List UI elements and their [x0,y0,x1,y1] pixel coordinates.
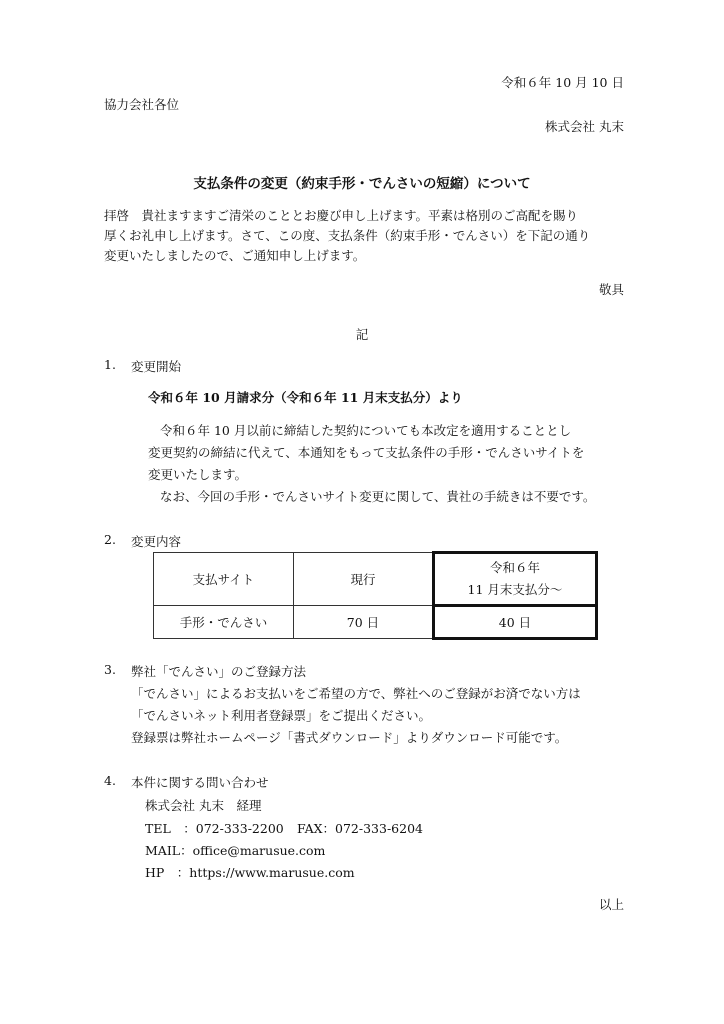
greeting-line-3: 変更いたしましたので、ご通知申し上げます。 [104,248,366,263]
contact-fax: FAX：072-333-6204 [297,821,423,836]
sender: 株式会社 丸末 [545,119,624,134]
section3-number: 3. [104,662,116,677]
section1-body-1: 令和６年 10 月以前に締結した契約についても本改定を適用することとし [160,423,572,438]
table-row-label: 手形・でんさい [154,606,294,639]
table-cell-new: 40 日 [434,606,597,639]
section1-body-3: 変更いたします。 [148,467,248,482]
section3-body-3: 登録票は弊社ホームページ「書式ダウンロード」よりダウンロード可能です。 [131,730,568,745]
section3-body-1: 「でんさい」によるお支払いをご希望の方で、弊社へのご登録がお済でない方は [131,686,581,701]
table-header-new [434,553,597,606]
contact-mail: MAIL：office@marusue.com [145,843,326,858]
contact-tel: TEL ：072-333-2200 [145,821,284,836]
ki-mark: 記 [355,327,369,342]
contact-company: 株式会社 丸末 経理 [145,798,262,813]
table-header-current: 現行 [294,553,434,606]
section3-heading: 弊社「でんさい」のご登録方法 [131,664,307,679]
section1-emphasis: 令和６年 10 月請求分（令和６年 11 月末支払分）より [148,390,463,405]
table-cell-current: 70 日 [294,606,434,639]
section4-heading: 本件に関する問い合わせ [131,775,269,790]
contact-hp: HP ：https://www.marusue.com [145,865,355,880]
section2-heading: 変更内容 [131,534,182,549]
document-date: 令和６年 10 月 10 日 [501,75,624,90]
table-header-new-line2: 11 月末支払分～ [467,582,563,597]
section3-body-2: 「でんさいネット利用者登録票」をご提出ください。 [131,708,432,723]
section1-number: 1. [104,357,116,372]
document-title: 支払条件の変更（約束手形・でんさいの短縮）について [193,176,531,192]
greeting-line-1: 拝啓 貴社ますますご清栄のこととお慶び申し上げます。平素は格別のご高配を賜り [104,208,579,223]
closing-keigu: 敬具 [598,282,624,297]
greeting-line-2: 厚くお礼申し上げます。さて、この度、支払条件（約束手形・でんさい）を下記の通り [104,228,591,243]
table-header-new-line1: 令和６年 [489,560,540,575]
section1-body-4: なお、今回の手形・でんさいサイト変更に関して、貴社の手続きは不要です。 [160,489,596,504]
section2-number: 2. [104,532,116,547]
section4-number: 4. [104,773,116,788]
section1-body-2: 変更契約の締結に代えて、本通知をもって支払条件の手形・でんさいサイトを [148,445,585,460]
recipient: 協力会社各位 [104,97,180,112]
end-mark: 以上 [598,897,624,912]
section1-heading: 変更開始 [131,359,182,374]
payment-terms-table [153,551,598,640]
table-header-site: 支払サイト [154,553,294,606]
